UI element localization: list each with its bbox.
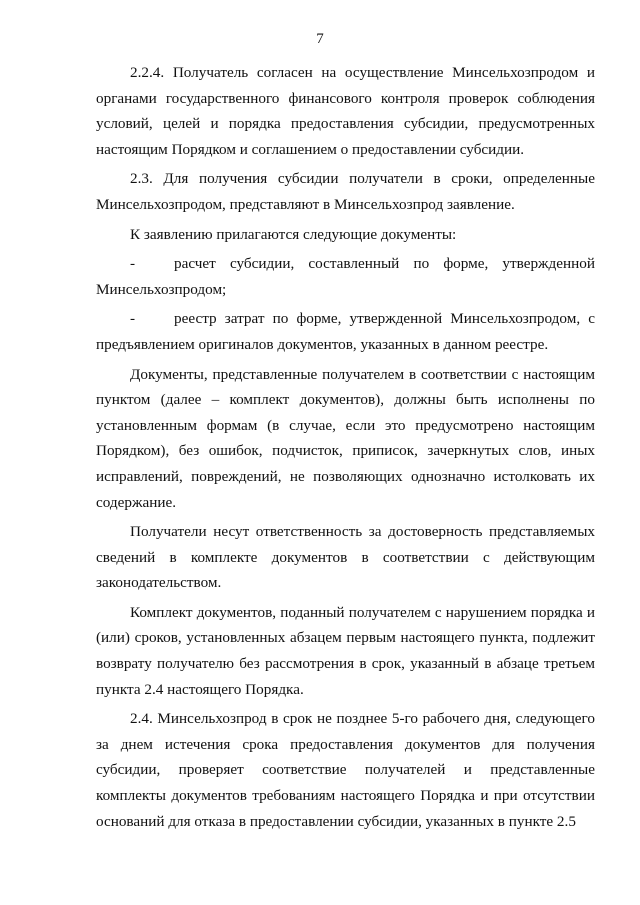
list-marker: -: [130, 255, 136, 273]
paragraph-2-3: 2.3. Для получения субсидии получатели в сроки, определенные Минсельхозпродом, представляют в Минсельхозпрод заявление.: [96, 170, 595, 213]
page-number: 7: [316, 31, 324, 47]
document-body: [96, 60, 595, 838]
paragraph-2-4: 2.4. Минсельхозпрод в срок не позднее 5-го рабочего дня, следующего за днем истечения срока предоставления документов для получения субсидии, проверяет соответствие получателей и представленные комплекты документов требованиям настоящего Порядка и при отсутствии оснований для отказа в предоставлении субсидии, указанных в пункте 2.5: [96, 710, 595, 830]
list-item-text: расчет субсидии, составленный по форме, утвержденной Минсельхозпродом;: [96, 255, 595, 298]
list-marker: -: [130, 310, 136, 328]
list-item-text: реестр затрат по форме, утвержденной Минсельхозпродом, с предъявлением оригиналов документов, указанных в данном реестре.: [96, 310, 595, 353]
paragraph-return-of-documents: Комплект документов, поданный получателем с нарушением порядка и (или) сроков, установленных абзацем первым настоящего пункта, подлежит возврату получателю без рассмотрения в срок, указанный в абзаце третьем пункта 2.4 настоящего Порядка.: [96, 603, 595, 698]
list-item: [96, 306, 595, 357]
paragraph-attachments-intro: К заявлению прилагаются следующие документы:: [130, 225, 457, 243]
paragraph-responsibility: Получатели несут ответственность за достоверность представляемых сведений в комплекте документов в соответствии с действующим законодательством.: [96, 523, 595, 592]
list-item: [96, 251, 595, 302]
paragraph-2-2-4: 2.2.4. Получатель согласен на осуществление Минсельхозпродом и органами государственного финансового контроля проверок соблюдения условий, целей и порядка предоставления субсидии, предусмотренных настоящим Порядком и соглашением о предоставлении субсидии.: [96, 64, 595, 158]
paragraph-documents-requirements: Документы, представленные получателем в соответствии с настоящим пунктом (далее – комплект документов), должны быть исполнены по установленным формам (в случае, если это предусмотрено настоящим Порядком), без ошибок, подчисток, приписок, зачеркнутых слов, иных исправлений, повреждений, не позволяющих однозначно истолковать их содержание.: [96, 365, 595, 511]
